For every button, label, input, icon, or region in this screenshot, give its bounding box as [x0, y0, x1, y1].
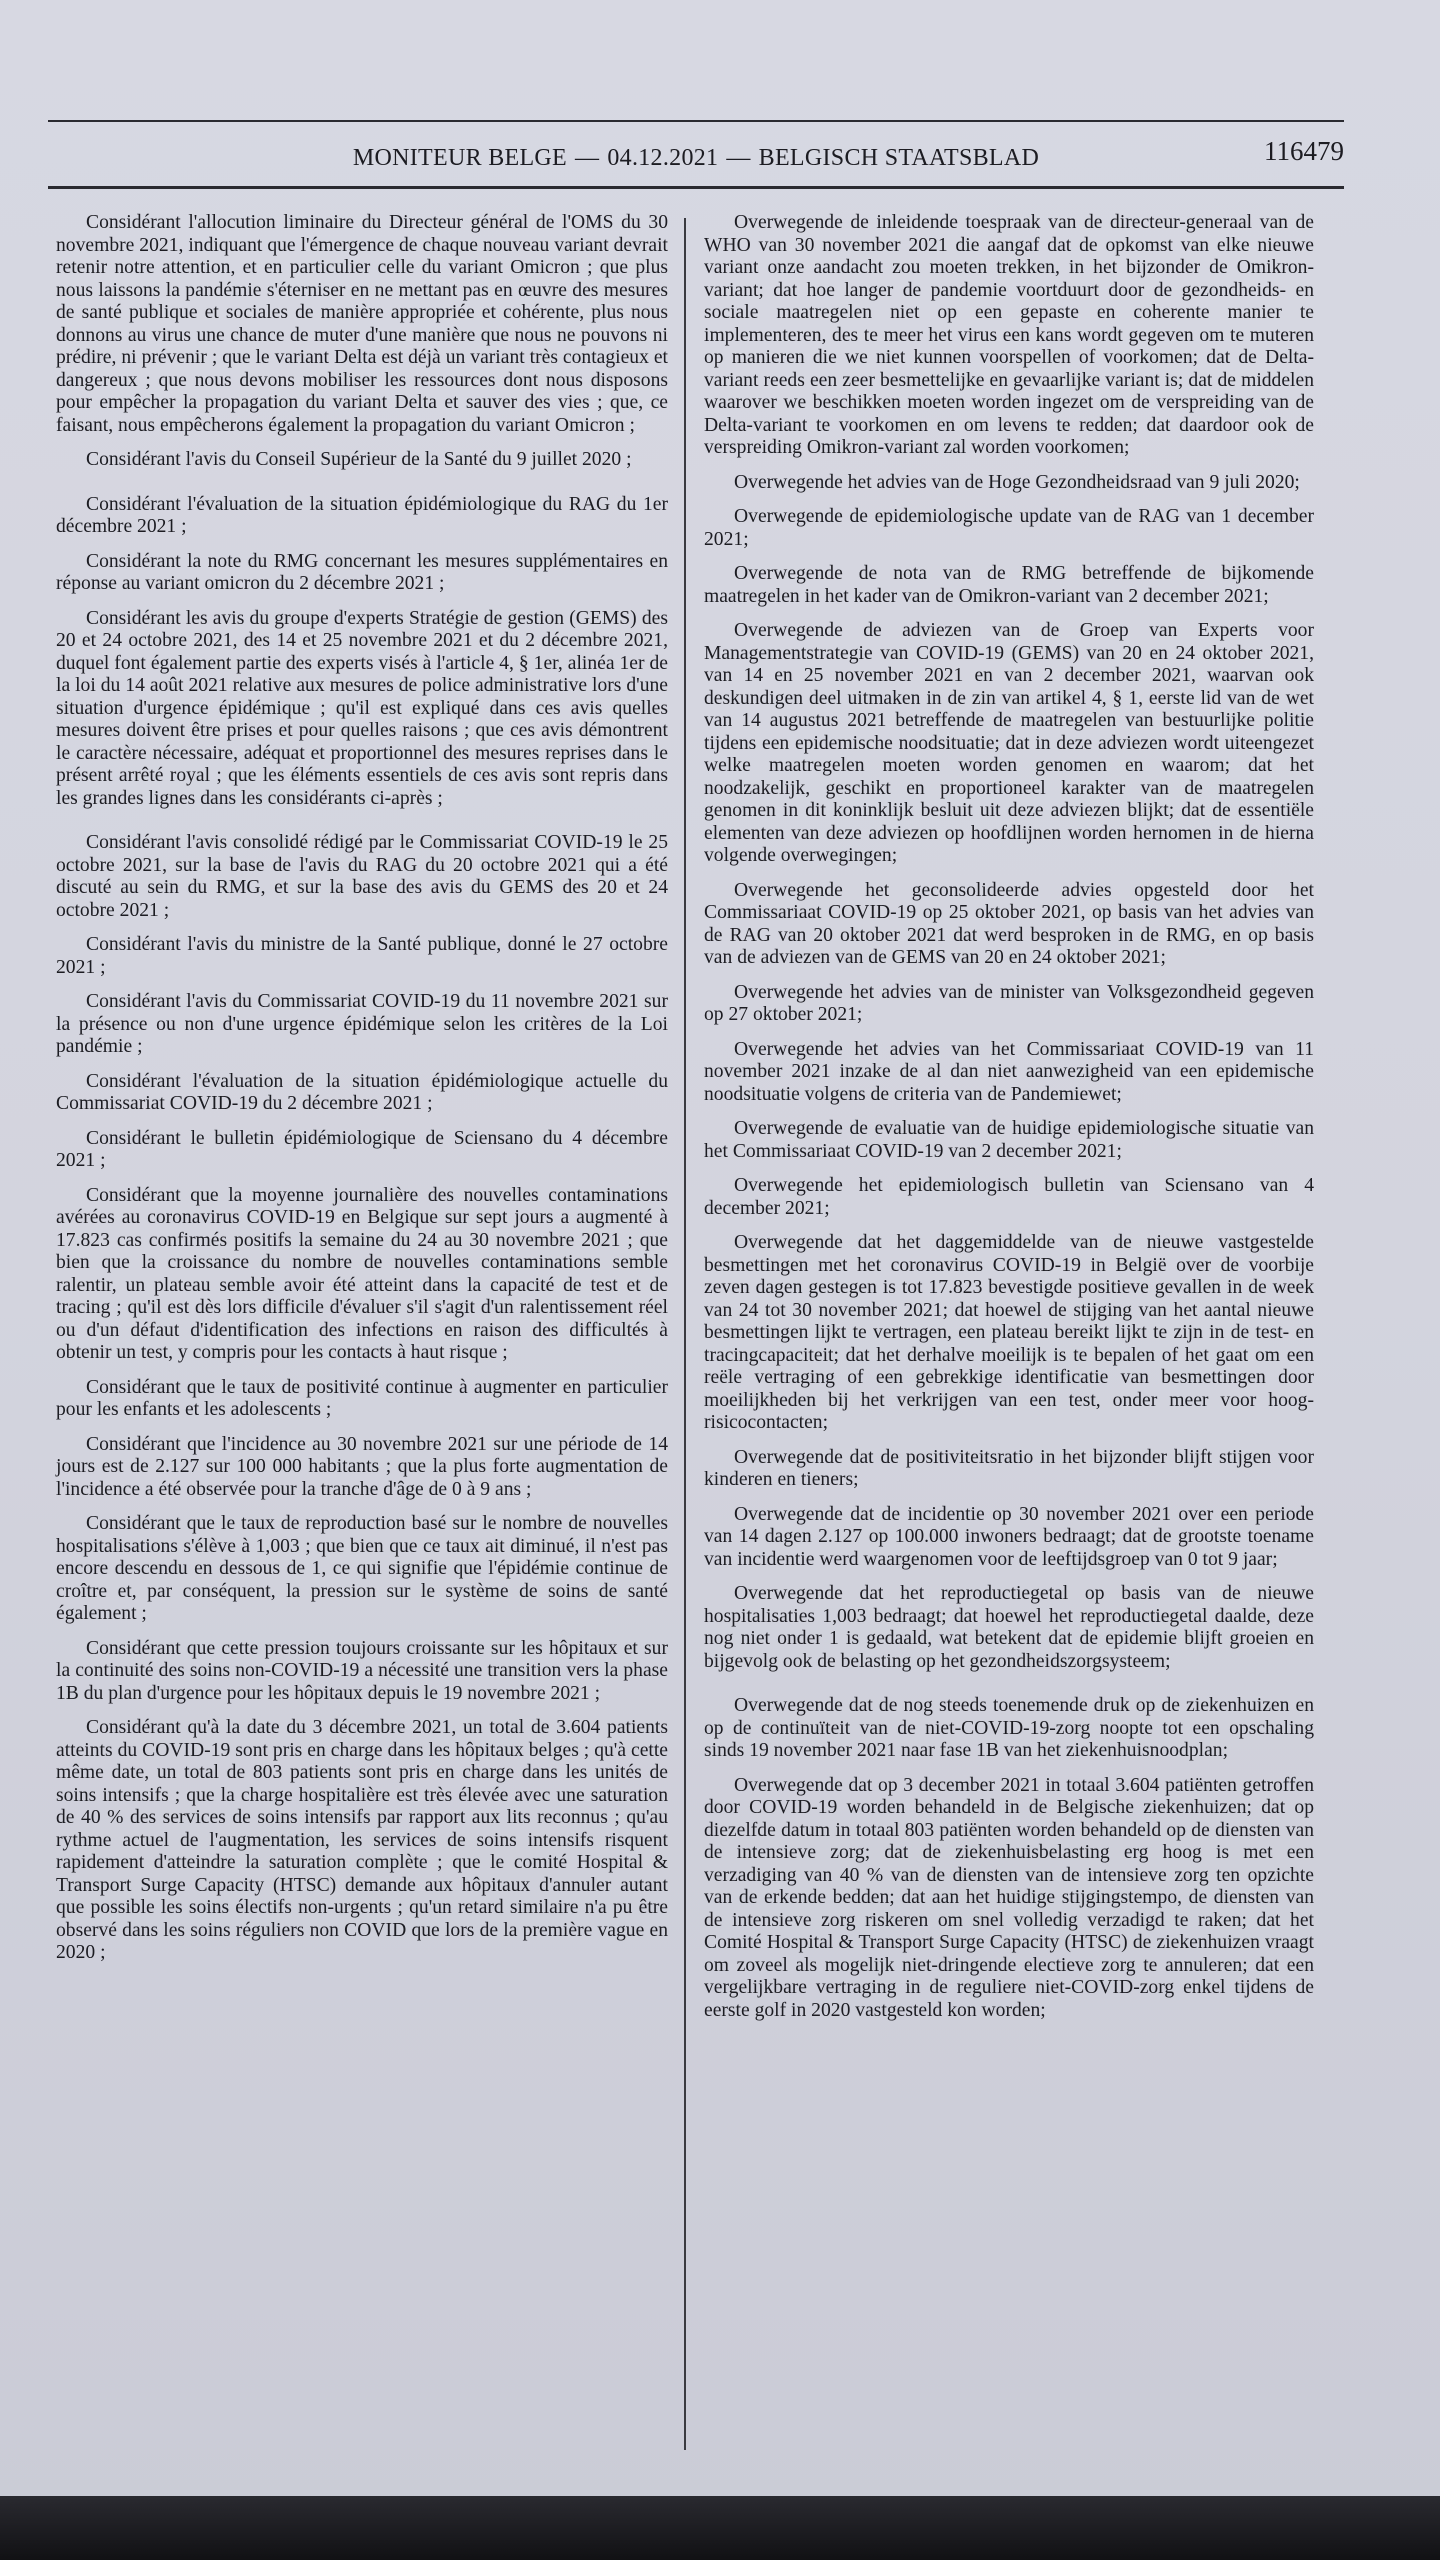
publication-title-fr: MONITEUR BELGE: [352, 144, 568, 171]
paragraph-nl: Overwegende de evaluatie van de huidige epidemiologische situatie van het Commissariaat COVID-19 van 2 december 2021;: [704, 1118, 1314, 1162]
monitor-bezel: [0, 2496, 1440, 2560]
paragraph-nl: Overwegende het epidemiologisch bulletin van Sciensano van 4 december 2021;: [704, 1175, 1314, 1219]
paragraph-fr: Considérant que cette pression toujours croissante sur les hôpitaux et sur la continuité des soins non-COVID-19 a nécessité une transition vers la phase 1B du plan d'urgence pour les hôpitaux depuis le 19 novembre 2021 ;: [56, 1637, 668, 1704]
paragraph-fr: Considérant l'avis du Commissariat COVID-19 du 11 novembre 2021 sur la présence ou non d'une urgence épidémique selon les critères de la Loi pandémie ;: [56, 991, 668, 1057]
paragraph-fr: Considérant que l'incidence au 30 novembre 2021 sur une période de 14 jours est de 2.127 sur 100 000 habitants ; que la plus forte augmentation de l'incidence a été observée pour la tranche d'âge de 0 à 9 ans ;: [56, 1433, 668, 1500]
paragraph-fr: Considérant le bulletin épidémiologique de Sciensano du 4 décembre 2021 ;: [56, 1127, 668, 1171]
page-header: [48, 138, 1344, 178]
paragraph-fr: Considérant la note du RMG concernant les mesures supplémentaires en réponse au variant omicron du 2 décembre 2021 ;: [56, 550, 668, 594]
paragraph-nl: Overwegende dat op 3 december 2021 in totaal 3.604 patiënten getroffen door COVID-19 worden behandeld in de Belgische ziekenhuizen; dat op diezelfde datum in totaal 803 patiënten worden behandeld op de diensten van de intensieve zorg; dat de ziekenhuisbelasting erg hoog is met een verzadiging van 40 % van de diensten van de intensieve zorg ten opzichte van de erkende bedden; dat aan het huidige stijgingstempo, de diensten van de intensieve zorg riskeren om snel volledig verzadigd te raken; dat het Comité Hospital & Transport Surge Capacity (HTSC) de ziekenhuizen vraagt om zoveel als mogelijk niet-dringende electieve zorg te annuleren; dat een vergelijkbare vertraging in de reguliere niet-COVID-zorg enkel tijdens de eerste golf in 2020 vastgesteld kon worden;: [704, 1774, 1314, 2021]
paragraph-nl: Overwegende de epidemiologische update van de RAG van 1 december 2021;: [704, 506, 1314, 550]
header-top-rule: [48, 120, 1344, 122]
paragraph-nl: Overwegende dat het reproductiegetal op basis van de nieuwe hospitalisaties 1,003 bedraagt; dat hoewel het reproductiegetal daalde, deze nog niet onder 1 is gedaald, wat betekent dat de epidemie blijft groeien en bijgevolg ook de belasting op het gezondheidszorgsysteem;: [704, 1583, 1314, 1672]
paragraph-nl: Overwegende de adviezen van de Groep van Experts voor Managementstrategie van COVID-19 (GEMS) van 20 en 24 oktober 2021, van 14 en 25 november 2021 en van 2 december 2021, waarvan ook deskundigen deel uitmaken in de zin van artikel 4, § 1, eerste lid van de wet van 14 augustus 2021 betreffende de maatregelen van bestuurlijke politie tijdens een epidemische noodsituatie; dat in deze adviezen wordt uiteengezet welke maatregelen moeten worden genomen en waarom; dat het noodzakelijk, geschikt en proportioneel karakter van de maatregelen genomen in dit koninklijk besluit uit deze adviezen blijkt; dat de essentiële elementen van deze adviezen op hoofdlijnen worden hernomen in de hierna volgende overwegingen;: [704, 620, 1314, 866]
paragraph-nl: Overwegende dat de incidentie op 30 november 2021 over een periode van 14 dagen 2.127 op 100.000 inwoners bedraagt; dat de grootste toename van incidentie werd waargenomen voor de leeftijdsgroep van 0 tot 9 jaar;: [704, 1503, 1314, 1570]
paragraph-nl: Overwegende dat het daggemiddelde van de nieuwe vastgestelde besmettingen met het coronavirus COVID-19 in België over de voorbije zeven dagen gestegen is tot 17.823 bevestigde positieve gevallen in de week van 24 tot 30 november 2021; dat hoewel de stijging van het aantal nieuwe besmettingen lijkt te vertragen, een plateau bereikt lijkt te zijn in de test- en tracingcapaciteit; dat het derhalve moeilijk is te bepalen of het gaat om een reële vertraging of een gebrekkige identificatie van besmettingen door moeilijkheden bij het verkrijgen van een test, onder meer voor hoog-risicocontacten;: [704, 1232, 1314, 1433]
paragraph-nl: Overwegende het geconsolideerde advies opgesteld door het Commissariaat COVID-19 op 25 oktober 2021, op basis van het advies van de RAG van 20 oktober 2021 dat werd besproken in de RMG, en op basis van de adviezen van de GEMS van 20 en 24 oktober 2021;: [704, 879, 1314, 968]
gazette-page: [48, 120, 1344, 2450]
french-column: [48, 212, 680, 2450]
paragraph-nl: Overwegende het advies van de Hoge Gezondheidsraad van 9 juli 2020;: [734, 471, 1300, 493]
publication-date: 04.12.2021: [607, 144, 719, 171]
paragraph-nl: Overwegende het advies van het Commissariaat COVID-19 van 11 november 2021 inzake de al dan niet aanwezigheid van een epidemische noodsituatie volgens de criteria van de Pandemiewet;: [704, 1038, 1314, 1105]
header-separator: —: [575, 144, 600, 171]
two-column-body: [48, 212, 1344, 2450]
page-number: 116479: [1264, 136, 1344, 166]
dutch-column: [690, 212, 1322, 2450]
header-separator: —: [726, 144, 751, 171]
publication-title-nl: BELGISCH STAATSBLAD: [758, 144, 1040, 171]
paragraph-nl: Overwegende het advies van de minister van Volksgezondheid gegeven op 27 oktober 2021;: [704, 981, 1314, 1025]
paragraph-fr: Considérant que le taux de reproduction basé sur le nombre de nouvelles hospitalisations s'élève à 1,003 ; que bien que ce taux ait diminué, il n'est pas encore descendu en dessous de 1, ce qui signifie que l'épidémie continue de croître et, par conséquent, la pression sur le système de soins de santé également ;: [56, 1513, 668, 1624]
paragraph-nl: Overwegende de inleidende toespraak van de directeur-generaal van de WHO van 30 november 2021 die aangaf dat de opkomst van elke nieuwe variant onze aandacht zou moeten trekken, in het bijzonder de Omikron-variant; dat hoe langer de pandemie voortduurt door de gezondheids- en sociale maatregelen niet op een gepaste en coherente manier te implementeren, des te meer het virus een kans wordt gegeven om te muteren op manieren die we niet kunnen voorspellen of voorkomen; dat de Delta-variant reeds een zeer besmettelijke en gevaarlijke variant is; dat de middelen waarover we beschikken moeten worden ingezet om de verspreiding van de Delta-variant te voorkomen en om levens te redden; dat daardoor ook de verspreiding Omikron-variant zal worden voorkomen;: [704, 212, 1314, 458]
paragraph-fr: Considérant l'avis du ministre de la Santé publique, donné le 27 octobre 2021 ;: [56, 934, 668, 978]
paragraph-fr: Considérant que la moyenne journalière des nouvelles contaminations avérées au coronavirus COVID-19 en Belgique sur sept jours a augmenté à 17.823 cas confirmés positifs la semaine du 24 au 30 novembre 2021 ; que bien que la croissance du nombre de nouvelles contaminations semble ralentir, un plateau semble avoir été atteint dans la capacité de test et de tracing ; qu'il est dès lors difficile d'évaluer s'il s'agit d'un ralentissement réel ou d'un défaut d'identification des infections en raison des difficultés à obtenir un test, y compris pour les contacts à haut risque ;: [56, 1184, 668, 1363]
paragraph-fr: Considérant l'avis du Conseil Supérieur de la Santé du 9 juillet 2020 ;: [86, 449, 632, 470]
paragraph-fr: Considérant les avis du groupe d'experts Stratégie de gestion (GEMS) des 20 et 24 octobre 2021, des 14 et 25 novembre 2021 et du 2 décembre 2021, duquel font également partie des experts visés à l'article 4, § 1er, alinéa 1er de la loi du 14 août 2021 relative aux mesures de police administrative lors d'une situation d'urgence épidémique ; qu'il est expliqué dans ces avis quelles mesures doivent être prises et pour quelles raisons ; que ces avis démontrent le caractère nécessaire, adéquat et proportionnel des mesures reprises dans le présent arrêté royal ; que les éléments essentiels de ces avis sont repris dans les grandes lignes dans les considérants ci-après ;: [56, 607, 668, 809]
paragraph-fr: Considérant qu'à la date du 3 décembre 2021, un total de 3.604 patients atteints du COVID-19 sont pris en charge dans les hôpitaux belges ; qu'à cette même date, un total de 803 patients sont pris en charge dans les unités de soins intensifs ; que la charge hospitalière est très élevée avec une saturation de 40 % des services de soins intensifs par rapport aux lits reconnus ; qu'au rythme actuel de l'augmentation, les services de soins intensifs risquent rapidement d'atteindre la saturation complète ; que le comité Hospital & Transport Surge Capacity (HTSC) demande aux hôpitaux d'annuler autant que possible les soins électifs non-urgents ; qu'un retard similaire n'a pu être observé dans les soins réguliers non COVID que lors de la première vague en 2020 ;: [56, 1717, 668, 1963]
paragraph-fr: Considérant que le taux de positivité continue à augmenter en particulier pour les enfants et les adolescents ;: [56, 1376, 668, 1420]
paragraph-fr: Considérant l'évaluation de la situation épidémiologique actuelle du Commissariat COVID-19 du 2 décembre 2021 ;: [56, 1070, 668, 1114]
paragraph-fr: Considérant l'évaluation de la situation épidémiologique du RAG du 1er décembre 2021 ;: [56, 493, 668, 537]
column-divider: [684, 218, 686, 2450]
paragraph-fr: Considérant l'allocution liminaire du Directeur général de l'OMS du 30 novembre 2021, indiquant que l'émergence de chaque nouveau variant devrait retenir notre attention, et en particulier celle du variant Omicron ; que plus nous laissons la pandémie s'éterniser en ne mettant pas en œuvre des mesures de santé publique et sociales de manière appropriée et cohérente, plus nous donnons au virus une chance de muter d'une manière que nous ne pouvons ni prédire, ni prévenir ; que le variant Delta est déjà un variant très contagieux et dangereux ; que nous devons mobiliser les ressources dont nous disposons pour empêcher la propagation du variant Delta et sauver des vies ; que, ce faisant, nous empêcherons également la propagation du variant Omicron ;: [56, 212, 668, 436]
paragraph-nl: Overwegende dat de nog steeds toenemende druk op de ziekenhuizen en op de continuïteit van de niet-COVID-19-zorg noopte tot een opschaling sinds 19 november 2021 naar fase 1B van het ziekenhuisnoodplan;: [704, 1695, 1314, 1761]
paragraph-nl: Overwegende dat de positiviteitsratio in het bijzonder blijft stijgen voor kinderen en tieners;: [704, 1446, 1314, 1490]
paragraph-nl: Overwegende de nota van de RMG betreffende de bijkomende maatregelen in het kader van de Omikron-variant van 2 december 2021;: [704, 563, 1314, 607]
paragraph-fr: Considérant l'avis consolidé rédigé par le Commissariat COVID-19 le 25 octobre 2021, sur la base de l'avis du RAG du 20 octobre 2021 qui a été discuté au sein du RMG, et sur la base des avis du GEMS des 20 et 24 octobre 2021 ;: [56, 832, 668, 921]
header-bottom-rule: [48, 186, 1344, 189]
